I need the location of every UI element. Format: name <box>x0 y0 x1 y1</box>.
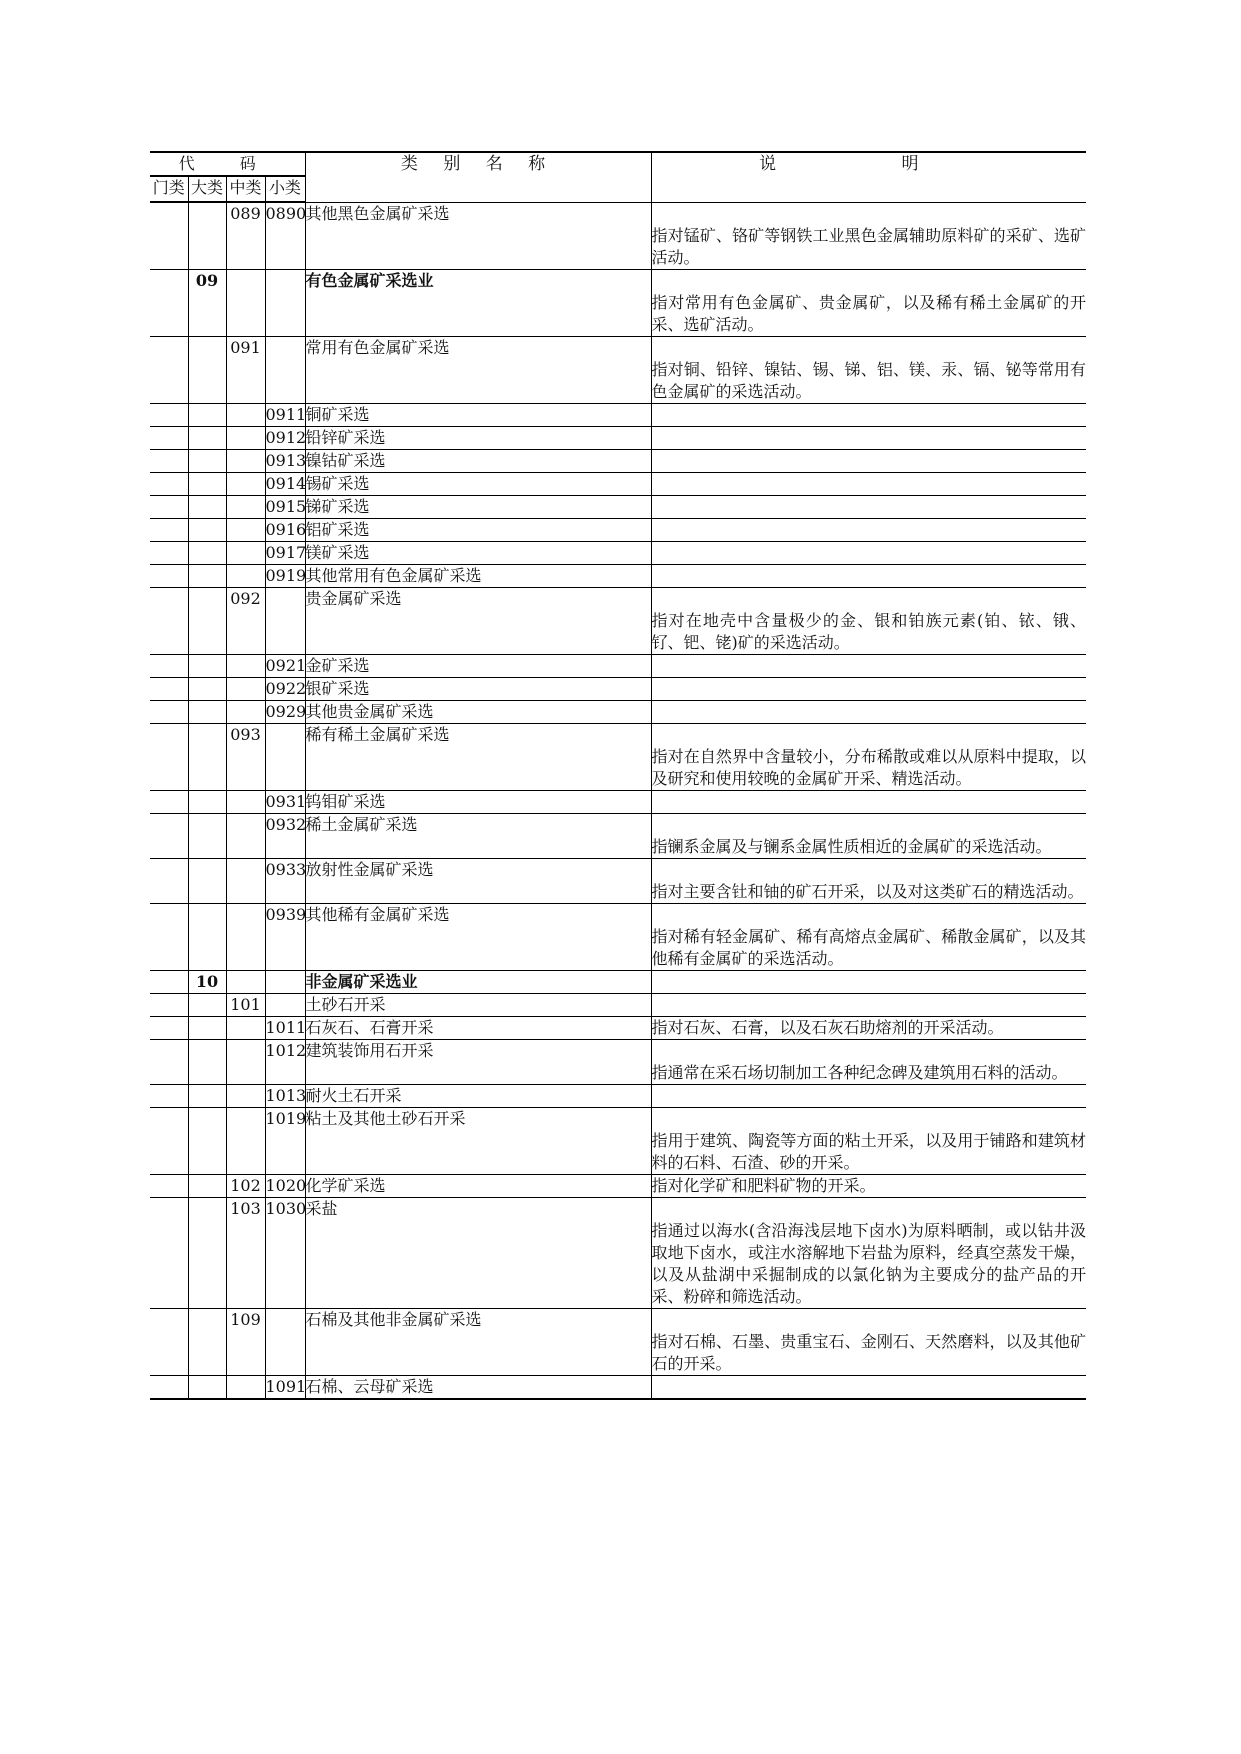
description-text: 指对在地壳中含量极少的金、银和铂族元素(铂、铱、锇、钌、钯、铑)矿的采选活动。 <box>651 610 1087 652</box>
category-name: 耐火土石开采 <box>305 1084 651 1107</box>
category-name: 其他贵金属矿采选 <box>305 700 651 723</box>
description-cell <box>651 993 1086 1016</box>
description-header: 说 明 <box>651 152 1086 202</box>
class-code: 1020 <box>265 1174 305 1197</box>
section-code <box>150 1308 188 1375</box>
table-row <box>150 970 1086 993</box>
division-code <box>188 813 226 858</box>
group-code <box>226 970 265 993</box>
section-code <box>150 723 188 790</box>
group-code <box>226 269 265 336</box>
group-code <box>226 495 265 518</box>
division-code <box>188 700 226 723</box>
description-text: 指对石棉、石墨、贵重宝石、金刚石、天然磨料，以及其他矿石的开采。 <box>651 1331 1087 1373</box>
description-cell <box>651 449 1086 472</box>
table-row <box>150 472 1086 495</box>
class-code <box>265 723 305 790</box>
description-text: 指通过以海水(含沿海浅层地下卤水)为原料晒制，或以钻井汲取地下卤水，或注水溶解地下岩盐为原料，经真空蒸发干燥，以及从盐湖中采掘制成的以氯化钠为主要成分的盐产品的开采、粉碎和筛选活动。 <box>651 1220 1087 1306</box>
category-name: 镍钴矿采选 <box>305 449 651 472</box>
description-text: 指通常在采石场切制加工各种纪念碑及建筑用石料的活动。 <box>651 1062 1068 1082</box>
description-text: 指镧系金属及与镧系金属性质相近的金属矿的采选活动。 <box>651 836 1052 856</box>
division-code <box>188 1084 226 1107</box>
group-code <box>226 858 265 903</box>
group-code: 089 <box>226 202 265 269</box>
description-cell <box>651 1039 1086 1084</box>
class-code <box>265 1308 305 1375</box>
section-code <box>150 587 188 654</box>
group-code <box>226 677 265 700</box>
category-name: 稀土金属矿采选 <box>305 813 651 858</box>
section-code <box>150 970 188 993</box>
group-code <box>226 1107 265 1174</box>
table-row <box>150 1039 1086 1084</box>
class-code: 0932 <box>265 813 305 858</box>
group-code <box>226 1016 265 1039</box>
division-code <box>188 1375 226 1399</box>
division-code <box>188 587 226 654</box>
group-code: 103 <box>226 1197 265 1308</box>
division-code: 10 <box>188 970 226 993</box>
section-code <box>150 903 188 970</box>
division-code <box>188 472 226 495</box>
description-cell <box>651 336 1086 403</box>
group-code <box>226 426 265 449</box>
class-code: 0913 <box>265 449 305 472</box>
group-code <box>226 1375 265 1399</box>
section-code <box>150 518 188 541</box>
class-code: 0921 <box>265 654 305 677</box>
section-code <box>150 677 188 700</box>
division-code <box>188 993 226 1016</box>
description-cell <box>651 700 1086 723</box>
section-code <box>150 449 188 472</box>
class-code: 1011 <box>265 1016 305 1039</box>
class-code: 1091 <box>265 1375 305 1399</box>
category-name: 石灰石、石膏开采 <box>305 1016 651 1039</box>
section-code <box>150 202 188 269</box>
section-code <box>150 541 188 564</box>
group-code: 102 <box>226 1174 265 1197</box>
section-code <box>150 472 188 495</box>
table-row <box>150 700 1086 723</box>
section-code <box>150 1174 188 1197</box>
group-code <box>226 518 265 541</box>
table-body <box>150 202 1086 1399</box>
category-name: 化学矿采选 <box>305 1174 651 1197</box>
class-code: 0939 <box>265 903 305 970</box>
group-code <box>226 564 265 587</box>
division-code <box>188 403 226 426</box>
group-code: 093 <box>226 723 265 790</box>
description-cell <box>651 970 1086 993</box>
group-code: 092 <box>226 587 265 654</box>
table-row <box>150 202 1086 269</box>
class-code: 0915 <box>265 495 305 518</box>
group-code <box>226 541 265 564</box>
division-code <box>188 790 226 813</box>
section-code <box>150 1039 188 1084</box>
group-code <box>226 472 265 495</box>
table-row <box>150 1197 1086 1308</box>
table-row <box>150 1084 1086 1107</box>
description-cell <box>651 1084 1086 1107</box>
class-code: 0933 <box>265 858 305 903</box>
code-header: 代 码 <box>150 152 305 176</box>
class-code: 1019 <box>265 1107 305 1174</box>
category-name: 铝矿采选 <box>305 518 651 541</box>
table-row <box>150 993 1086 1016</box>
category-name: 非金属矿采选业 <box>305 970 651 993</box>
section-code <box>150 654 188 677</box>
category-name: 粘土及其他土砂石开采 <box>305 1107 651 1174</box>
category-name: 石棉及其他非金属矿采选 <box>305 1308 651 1375</box>
category-name: 其他黑色金属矿采选 <box>305 202 651 269</box>
category-name: 锑矿采选 <box>305 495 651 518</box>
division-code <box>188 202 226 269</box>
category-name: 放射性金属矿采选 <box>305 858 651 903</box>
description-cell <box>651 1197 1086 1308</box>
table-header <box>150 152 1086 202</box>
class-code: 0911 <box>265 403 305 426</box>
class-code: 0929 <box>265 700 305 723</box>
section-code <box>150 813 188 858</box>
table-row <box>150 677 1086 700</box>
section-code <box>150 336 188 403</box>
division-code <box>188 336 226 403</box>
section-code <box>150 1375 188 1399</box>
division-header: 大类 <box>188 176 226 202</box>
section-code <box>150 1197 188 1308</box>
table-row <box>150 541 1086 564</box>
table-row <box>150 654 1086 677</box>
category-name: 石棉、云母矿采选 <box>305 1375 651 1399</box>
table-row <box>150 587 1086 654</box>
description-text: 指对化学矿和肥料矿物的开采。 <box>651 1175 876 1195</box>
class-code: 0914 <box>265 472 305 495</box>
table-row <box>150 269 1086 336</box>
category-name: 银矿采选 <box>305 677 651 700</box>
category-name: 有色金属矿采选业 <box>305 269 651 336</box>
description-cell <box>651 858 1086 903</box>
group-code <box>226 813 265 858</box>
description-cell <box>651 426 1086 449</box>
section-code <box>150 495 188 518</box>
division-code <box>188 1174 226 1197</box>
group-code <box>226 1039 265 1084</box>
table-row <box>150 723 1086 790</box>
description-cell <box>651 903 1086 970</box>
class-code: 1013 <box>265 1084 305 1107</box>
table-row <box>150 449 1086 472</box>
group-code <box>226 1084 265 1107</box>
table-row <box>150 1107 1086 1174</box>
category-name: 土砂石开采 <box>305 993 651 1016</box>
division-code <box>188 426 226 449</box>
group-code <box>226 449 265 472</box>
division-code <box>188 858 226 903</box>
section-code <box>150 564 188 587</box>
table-row <box>150 858 1086 903</box>
section-code <box>150 403 188 426</box>
description-text: 指对主要含钍和铀的矿石开采，以及对这类矿石的精选活动。 <box>651 881 1084 901</box>
division-code <box>188 1016 226 1039</box>
description-cell <box>651 472 1086 495</box>
division-code <box>188 1308 226 1375</box>
class-code: 0919 <box>265 564 305 587</box>
description-cell <box>651 1375 1086 1399</box>
section-code <box>150 1084 188 1107</box>
description-cell <box>651 564 1086 587</box>
description-text: 指对常用有色金属矿、贵金属矿，以及稀有稀土金属矿的开采、选矿活动。 <box>651 292 1087 334</box>
description-text: 指用于建筑、陶瓷等方面的粘土开采，以及用于铺路和建筑材料的石料、石渣、砂的开采。 <box>651 1130 1087 1172</box>
table-row <box>150 1174 1086 1197</box>
description-cell <box>651 1308 1086 1375</box>
group-header: 中类 <box>226 176 265 202</box>
table-row <box>150 426 1086 449</box>
description-cell <box>651 790 1086 813</box>
division-code <box>188 677 226 700</box>
group-code: 109 <box>226 1308 265 1375</box>
description-cell <box>651 495 1086 518</box>
description-cell <box>651 541 1086 564</box>
description-cell <box>651 403 1086 426</box>
group-code: 101 <box>226 993 265 1016</box>
class-code <box>265 269 305 336</box>
table-row <box>150 1308 1086 1375</box>
description-cell <box>651 723 1086 790</box>
group-code <box>226 403 265 426</box>
class-code: 1012 <box>265 1039 305 1084</box>
category-name: 其他常用有色金属矿采选 <box>305 564 651 587</box>
class-code <box>265 993 305 1016</box>
section-code <box>150 269 188 336</box>
group-code <box>226 903 265 970</box>
class-header: 小类 <box>265 176 305 202</box>
category-name-header: 类 别 名 称 <box>305 152 651 202</box>
table-row <box>150 403 1086 426</box>
category-name: 其他稀有金属矿采选 <box>305 903 651 970</box>
section-code <box>150 426 188 449</box>
description-cell <box>651 1107 1086 1174</box>
division-code <box>188 1197 226 1308</box>
category-name: 采盐 <box>305 1197 651 1308</box>
class-code: 0916 <box>265 518 305 541</box>
description-text: 指对在自然界中含量较小，分布稀散或难以从原料中提取，以及研究和使用较晚的金属矿开采、精选活动。 <box>651 746 1087 788</box>
category-name: 铅锌矿采选 <box>305 426 651 449</box>
category-name: 锡矿采选 <box>305 472 651 495</box>
classification-table <box>150 151 1086 1400</box>
description-text: 指对稀有轻金属矿、稀有高熔点金属矿、稀散金属矿，以及其他稀有金属矿的采选活动。 <box>651 926 1087 968</box>
section-code <box>150 993 188 1016</box>
description-text: 指对锰矿、铬矿等钢铁工业黑色金属辅助原料矿的采矿、选矿活动。 <box>651 225 1087 267</box>
category-name: 稀有稀土金属矿采选 <box>305 723 651 790</box>
group-code: 091 <box>226 336 265 403</box>
description-cell <box>651 518 1086 541</box>
division-code: 09 <box>188 269 226 336</box>
class-code: 1030 <box>265 1197 305 1308</box>
description-cell <box>651 587 1086 654</box>
class-code: 0931 <box>265 790 305 813</box>
category-name: 建筑装饰用石开采 <box>305 1039 651 1084</box>
table-row <box>150 1016 1086 1039</box>
category-name: 铜矿采选 <box>305 403 651 426</box>
class-code: 0912 <box>265 426 305 449</box>
section-code <box>150 790 188 813</box>
category-name: 钨钼矿采选 <box>305 790 651 813</box>
class-code <box>265 587 305 654</box>
category-name: 贵金属矿采选 <box>305 587 651 654</box>
table-row <box>150 518 1086 541</box>
category-name: 镁矿采选 <box>305 541 651 564</box>
class-code: 0917 <box>265 541 305 564</box>
class-code: 0922 <box>265 677 305 700</box>
table-row <box>150 813 1086 858</box>
section-code <box>150 858 188 903</box>
section-header: 门类 <box>150 176 188 202</box>
section-code <box>150 1016 188 1039</box>
description-cell <box>651 1016 1086 1039</box>
category-name: 常用有色金属矿采选 <box>305 336 651 403</box>
description-text: 指对石灰、石膏，以及石灰石助熔剂的开采活动。 <box>651 1017 1004 1037</box>
table-row <box>150 495 1086 518</box>
section-code <box>150 1107 188 1174</box>
table-row <box>150 336 1086 403</box>
division-code <box>188 723 226 790</box>
division-code <box>188 654 226 677</box>
table-row <box>150 564 1086 587</box>
division-code <box>188 449 226 472</box>
group-code <box>226 654 265 677</box>
section-code <box>150 700 188 723</box>
group-code <box>226 790 265 813</box>
description-cell <box>651 202 1086 269</box>
class-code <box>265 970 305 993</box>
class-code <box>265 336 305 403</box>
description-cell <box>651 813 1086 858</box>
division-code <box>188 903 226 970</box>
division-code <box>188 541 226 564</box>
table-row <box>150 903 1086 970</box>
description-cell <box>651 654 1086 677</box>
division-code <box>188 564 226 587</box>
group-code <box>226 700 265 723</box>
division-code <box>188 1107 226 1174</box>
description-cell <box>651 677 1086 700</box>
description-cell <box>651 1174 1086 1197</box>
division-code <box>188 518 226 541</box>
description-cell <box>651 269 1086 336</box>
table-row <box>150 1375 1086 1399</box>
division-code <box>188 495 226 518</box>
table-row <box>150 790 1086 813</box>
description-text: 指对铜、铅锌、镍钴、锡、锑、铝、镁、汞、镉、铋等常用有色金属矿的采选活动。 <box>651 359 1087 401</box>
class-code: 0890 <box>265 202 305 269</box>
division-code <box>188 1039 226 1084</box>
category-name: 金矿采选 <box>305 654 651 677</box>
